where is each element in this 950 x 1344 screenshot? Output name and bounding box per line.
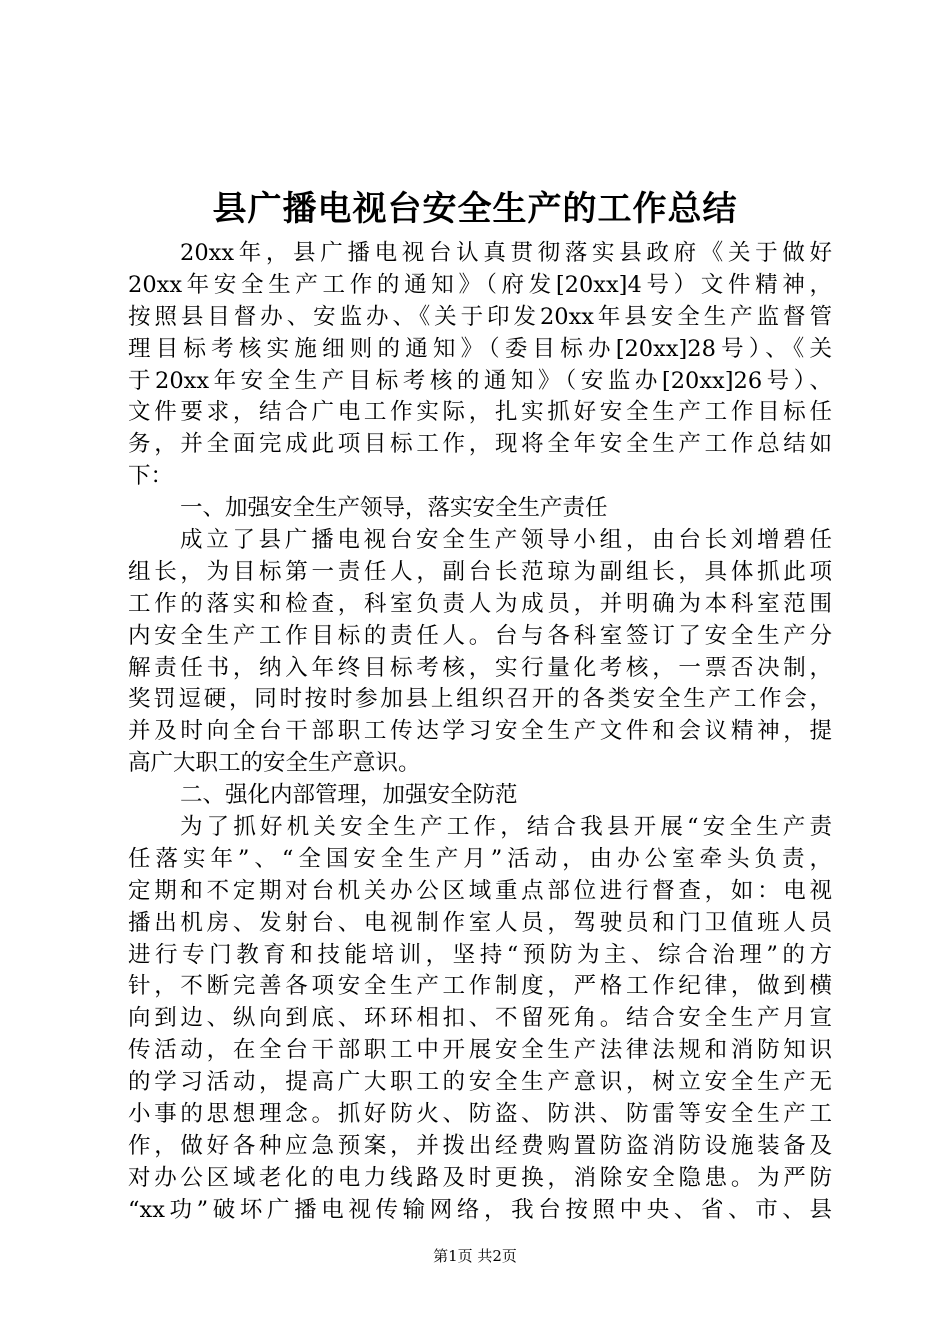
- text-line: 传活动，在全台干部职工中开展安全生产法律法规和消防知识: [128, 1037, 832, 1064]
- text-line: 高广大职工的安全生产意识。: [128, 750, 421, 777]
- text-line: 下：: [128, 463, 174, 490]
- text-line: 一、加强安全生产领导，落实安全生产责任: [180, 495, 608, 522]
- text-line: 进行专门教育和技能培训，坚持“预防为主、综合治理”的方: [128, 941, 832, 968]
- text-line: “xx功”破坏广播电视传输网络，我台按照中央、省、市、县: [128, 1196, 832, 1223]
- text-line: 按照县目督办、安监办、《关于印发20xx年县安全生产监督管: [128, 303, 832, 330]
- text-line: 组长，为目标第一责任人，副台长范琼为副组长，具体抓此项: [128, 558, 832, 585]
- text-line: 定期和不定期对台机关办公区域重点部位进行督查，如：电视: [128, 877, 832, 904]
- text-line: 向到边、纵向到底、环环相扣、不留死角。结合安全生产月宣: [128, 1005, 832, 1032]
- document-body: [128, 206, 832, 1227]
- document-title: 县广播电视台安全生产的工作总结: [212, 189, 738, 229]
- text-line: 工作的落实和检查，科室负责人为成员，并明确为本科室范围: [128, 590, 832, 617]
- text-line: 解责任书，纳入年终目标考核，实行量化考核，一票否决制，: [128, 654, 832, 681]
- text-line: 并及时向全台干部职工传达学习安全生产文件和会议精神，提: [128, 718, 832, 745]
- text-line: 小事的思想理念。抓好防火、防盗、防洪、防雷等安全生产工: [128, 1101, 832, 1128]
- text-line: 理目标考核实施细则的通知》（委目标办[20xx]28号）、《关: [128, 335, 832, 362]
- text-line: 奖罚逗硬，同时按时参加县上组织召开的各类安全生产工作会，: [128, 686, 832, 713]
- text-line: 务，并全面完成此项目标工作，现将全年安全生产工作总结如: [128, 431, 832, 458]
- text-line: 20xx年，县广播电视台认真贯彻落实县政府《关于做好: [180, 240, 832, 266]
- page-footer: 第1页 共2页: [433, 1247, 517, 1265]
- text-line: 任落实年”、“全国安全生产月”活动，由办公室牵头负责，: [128, 845, 832, 872]
- text-line: 20xx年安全生产工作的通知》（府发[20xx]4号）文件精神，: [128, 271, 832, 298]
- text-line: 为了抓好机关安全生产工作，结合我县开展“安全生产责: [180, 814, 832, 841]
- text-line: 文件要求，结合广电工作实际，扎实抓好安全生产工作目标任: [128, 399, 832, 426]
- text-line: 对办公区域老化的电力线路及时更换，消除安全隐患。为严防: [128, 1164, 832, 1191]
- text-line: 于20xx年安全生产目标考核的通知》（安监办[20xx]26号）、: [128, 367, 832, 394]
- text-line: 二、强化内部管理，加强安全防范: [180, 782, 518, 809]
- text-line: 播出机房、发射台、电视制作室人员，驾驶员和门卫值班人员: [128, 909, 832, 936]
- text-line: 针，不断完善各项安全生产工作制度，严格工作纪律，做到横: [128, 973, 832, 1000]
- text-line: 内安全生产工作目标的责任人。台与各科室签订了安全生产分: [128, 622, 832, 649]
- text-line: 成立了县广播电视台安全生产领导小组，由台长刘增碧任: [180, 527, 832, 554]
- text-line: 作，做好各种应急预案，并拨出经费购置防盗消防设施装备及: [128, 1132, 832, 1159]
- text-line: 的学习活动，提高广大职工的安全生产意识，树立安全生产无: [128, 1069, 832, 1096]
